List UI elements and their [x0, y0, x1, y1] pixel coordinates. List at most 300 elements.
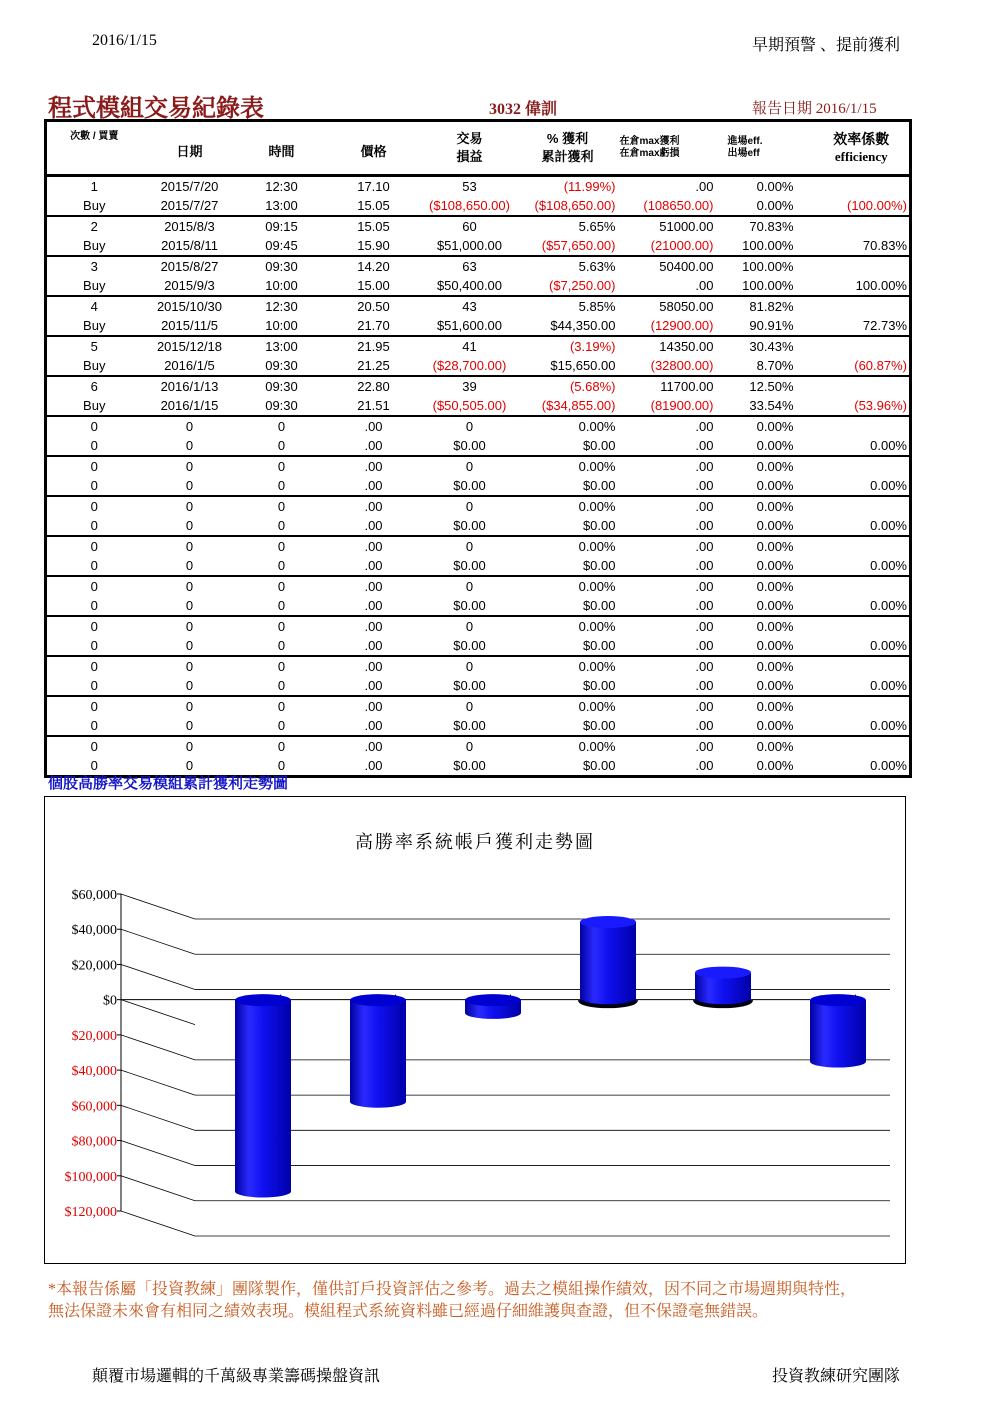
- cell-price: 14.20: [326, 256, 422, 276]
- bar-cap: [810, 994, 866, 1006]
- cell-time: 10:00: [265, 278, 298, 293]
- cell-price: 20.50: [326, 296, 422, 316]
- cell-pnl: 0: [422, 696, 518, 716]
- cell-price: 21.70: [357, 318, 390, 333]
- cell-date: 0: [185, 438, 194, 453]
- cell-max: .00: [618, 496, 716, 516]
- cell-max: (21000.00): [650, 238, 714, 253]
- cell-max: (32800.00): [650, 358, 714, 373]
- cell-date: 0: [142, 736, 238, 756]
- bar-2: [350, 994, 406, 1108]
- cell-pnl: 41: [422, 336, 518, 356]
- cell-pnl: 0: [422, 536, 518, 556]
- cell-eff: 0.00%: [756, 598, 794, 613]
- cell-pct: 0.00%: [518, 536, 618, 556]
- cell-max: .00: [695, 638, 714, 653]
- table-row-exit: [46, 476, 911, 496]
- cell-count: 0: [46, 536, 142, 556]
- cell-time: 0: [277, 678, 286, 693]
- disclaimer-line2: 無法保證未來會有相同之績效表現。模組程式系統資料雖已經過仔細維護與查證，但不保證毫無錯誤。: [48, 1303, 769, 1320]
- cell-date: 0: [185, 518, 194, 533]
- cell-pnl: 53: [422, 176, 518, 197]
- y-tick-label: $80,000: [71, 1134, 117, 1150]
- cell-efficiency: [814, 376, 911, 396]
- cell-max: .00: [618, 456, 716, 476]
- header-pct: [518, 121, 618, 176]
- chart-section-title: 個股高勝率交易模組累計獲利走勢圖: [48, 775, 289, 792]
- depth-line: [121, 1070, 195, 1095]
- cell-eff: 90.91%: [749, 318, 794, 333]
- cell-count: 5: [46, 336, 142, 356]
- cell-time: 0: [277, 518, 286, 533]
- cell-pct: 5.65%: [518, 216, 618, 236]
- bar-cap: [695, 967, 751, 979]
- trade-table-body: [46, 176, 911, 777]
- cell-count: 0: [46, 676, 142, 696]
- cell-max: .00: [618, 656, 716, 676]
- cell-pnl: ($50,505.00): [432, 398, 507, 413]
- cell-efficiency: [814, 336, 911, 356]
- cell-max: .00: [695, 718, 714, 733]
- cell-count: 0: [46, 576, 142, 596]
- cell-time: 0: [277, 598, 286, 613]
- cell-pct: 0.00%: [518, 736, 618, 756]
- cell-efficiency: [814, 456, 911, 476]
- cell-count: 1: [46, 176, 142, 197]
- cell-pct: $0.00: [582, 718, 616, 733]
- cell-price: .00: [326, 696, 422, 716]
- bar-cap: [580, 916, 636, 928]
- y-tick-label: $20,000: [71, 958, 117, 974]
- cell-time: 0: [277, 478, 286, 493]
- cell-pct: (5.68%): [518, 376, 618, 396]
- cell-date: 2015/12/18: [142, 336, 238, 356]
- cell-eff: 0.00%: [716, 496, 814, 516]
- cell-efficiency: 0.00%: [814, 676, 911, 696]
- cell-eff: 100.00%: [742, 278, 794, 293]
- table-row-entry: [46, 376, 911, 396]
- cell-time: 0: [238, 696, 326, 716]
- cell-date: 0: [142, 576, 238, 596]
- header-slogan: 早期預警 、提前獲利: [751, 37, 900, 54]
- table-row-exit: [46, 316, 911, 336]
- cell-date: 2016/1/13: [142, 376, 238, 396]
- cell-date: 0: [142, 496, 238, 516]
- cell-eff: 100.00%: [716, 256, 814, 276]
- cell-max: .00: [695, 558, 714, 573]
- cell-count: 3: [46, 256, 142, 276]
- cell-pnl: ($108,650.00): [429, 198, 510, 213]
- cell-max: .00: [695, 678, 714, 693]
- cell-efficiency: [814, 416, 911, 436]
- cell-price: 15.00: [357, 278, 390, 293]
- cell-pnl: $0.00: [453, 478, 486, 493]
- cell-price: .00: [326, 496, 422, 516]
- cell-pct: ($108,650.00): [534, 198, 616, 213]
- cell-price: .00: [326, 416, 422, 436]
- cell-pct: 5.63%: [518, 256, 618, 276]
- cell-date: 2015/7/20: [142, 176, 238, 197]
- cell-efficiency: 0.00%: [814, 596, 911, 616]
- cell-pct: $15,650.00: [550, 358, 616, 373]
- y-tick-label: $0: [103, 993, 117, 1009]
- cell-time: 0: [238, 736, 326, 756]
- cell-date: 2016/1/5: [164, 358, 215, 373]
- cell-pnl: 0: [422, 616, 518, 636]
- cell-count: 0: [46, 616, 142, 636]
- bar-body: [810, 1000, 866, 1067]
- bar-cap: [350, 994, 406, 1006]
- depth-line: [121, 1035, 195, 1060]
- cell-eff: 30.43%: [716, 336, 814, 356]
- cell-max: 51000.00: [618, 216, 716, 236]
- cell-pct: 0.00%: [518, 456, 618, 476]
- cell-efficiency: [814, 736, 911, 756]
- cell-max: .00: [618, 696, 716, 716]
- bar-6: [810, 994, 866, 1067]
- table-row-exit: [46, 436, 911, 456]
- cell-eff: 70.83%: [716, 216, 814, 236]
- cell-time: 0: [238, 416, 326, 436]
- cell-price: .00: [364, 678, 383, 693]
- cell-efficiency: (60.87%): [814, 356, 911, 376]
- cell-eff: 8.70%: [756, 358, 794, 373]
- cell-pnl: $0.00: [453, 518, 486, 533]
- header-max: [618, 121, 716, 176]
- cell-date: 0: [185, 638, 194, 653]
- cell-pnl: 63: [422, 256, 518, 276]
- cell-efficiency: 0.00%: [814, 556, 911, 576]
- cell-efficiency: 0.00%: [814, 476, 911, 496]
- trade-table: [44, 119, 912, 778]
- cell-max: .00: [618, 736, 716, 756]
- cell-price: .00: [326, 576, 422, 596]
- cell-count: Buy: [46, 396, 142, 416]
- cell-eff: 0.00%: [756, 638, 794, 653]
- cell-date: 0: [185, 558, 194, 573]
- cell-max: .00: [695, 438, 714, 453]
- cell-pct: $0.00: [582, 638, 616, 653]
- cell-price: 22.80: [326, 376, 422, 396]
- cell-pnl: $0.00: [453, 638, 486, 653]
- cell-price: 15.05: [326, 216, 422, 236]
- cell-eff: 0.00%: [756, 198, 794, 213]
- cell-price: .00: [326, 536, 422, 556]
- cell-count: 0: [46, 556, 142, 576]
- header-pnl: [422, 121, 518, 176]
- cell-eff: 0.00%: [756, 518, 794, 533]
- cell-date: 2016/1/15: [160, 398, 219, 413]
- cell-pct: $0.00: [582, 558, 616, 573]
- y-tick-label: $100,000: [64, 1169, 117, 1185]
- cell-count: 4: [46, 296, 142, 316]
- cell-pnl: 0: [422, 656, 518, 676]
- cell-pct: 0.00%: [518, 576, 618, 596]
- cell-pct: (3.19%): [518, 336, 618, 356]
- report-title: 程式模組交易紀錄表: [48, 96, 264, 122]
- header-max-line2: 在倉max虧損: [619, 148, 680, 159]
- footer-tagline: 顛覆市場邏輯的千萬級專業籌碼操盤資訊: [92, 1368, 381, 1385]
- cell-efficiency: (100.00%): [814, 196, 911, 216]
- cell-eff: 0.00%: [716, 696, 814, 716]
- cell-max: .00: [618, 756, 716, 777]
- header-efficiency: [814, 121, 911, 176]
- cell-max: 50400.00: [618, 256, 716, 276]
- cell-time: 0: [277, 558, 286, 573]
- cell-count: 0: [46, 756, 142, 777]
- cell-pct: $0.00: [582, 518, 616, 533]
- table-row-exit: [46, 636, 911, 656]
- depth-line: [121, 1000, 195, 1025]
- cell-eff: 100.00%: [742, 238, 794, 253]
- cell-price: .00: [364, 478, 383, 493]
- cell-count: 0: [46, 696, 142, 716]
- cell-pnl: 0: [422, 456, 518, 476]
- cell-date: 0: [185, 718, 194, 733]
- cell-price: .00: [326, 756, 422, 777]
- cell-efficiency: 0.00%: [814, 716, 911, 736]
- header-max-line1: 在倉max獲利: [619, 136, 680, 147]
- y-tick-label: $60,000: [71, 1099, 117, 1115]
- cell-date: 0: [142, 656, 238, 676]
- cell-time: 0: [238, 536, 326, 556]
- cell-max: (12900.00): [650, 318, 714, 333]
- table-row-exit: [46, 556, 911, 576]
- cell-efficiency: 70.83%: [814, 236, 911, 256]
- cell-eff: 0.00%: [716, 416, 814, 436]
- cell-date: 0: [142, 456, 238, 476]
- cell-efficiency: 72.73%: [814, 316, 911, 336]
- y-tick-label: $40,000: [71, 923, 117, 939]
- cell-date: 2015/8/3: [142, 216, 238, 236]
- table-row-exit: [46, 516, 911, 536]
- header-date: 日期: [142, 121, 238, 176]
- cell-date: 2015/8/11: [161, 238, 218, 253]
- cell-pct: (11.99%): [518, 176, 618, 197]
- cell-pnl: 43: [422, 296, 518, 316]
- table-row-entry: [46, 416, 911, 436]
- cell-eff: 81.82%: [716, 296, 814, 316]
- cell-efficiency: 0.00%: [814, 436, 911, 456]
- cell-count: Buy: [46, 276, 142, 296]
- cell-pct: $0.00: [582, 478, 616, 493]
- cell-count: 0: [46, 516, 142, 536]
- cell-efficiency: [814, 256, 911, 276]
- cell-count: Buy: [46, 356, 142, 376]
- table-row-entry: [46, 696, 911, 716]
- cell-time: 12:30: [238, 296, 326, 316]
- cell-pct: $44,350.00: [550, 318, 616, 333]
- cell-time: 0: [238, 756, 326, 777]
- cell-count: 0: [46, 636, 142, 656]
- cell-max: .00: [618, 536, 716, 556]
- table-row-exit: [46, 276, 911, 296]
- chart-title: 高勝率系統帳戶獲利走勢圖: [355, 832, 595, 853]
- cell-date: 2015/11/5: [161, 318, 218, 333]
- cell-date: 0: [185, 678, 194, 693]
- cell-pnl: $0.00: [422, 756, 518, 777]
- header-pct-line2: 累計獲利: [541, 149, 594, 164]
- cell-eff: 0.00%: [716, 456, 814, 476]
- header-pnl-line1: 交易: [456, 131, 483, 146]
- cell-count: Buy: [46, 316, 142, 336]
- cell-date: 0: [142, 696, 238, 716]
- cell-date: 2015/7/27: [160, 198, 219, 213]
- cell-date: 2015/9/3: [164, 278, 215, 293]
- cell-pct: 0.00%: [518, 496, 618, 516]
- cell-eff: 33.54%: [749, 398, 794, 413]
- cell-count: 0: [46, 476, 142, 496]
- cell-time: 09:30: [238, 376, 326, 396]
- table-row-exit: [46, 596, 911, 616]
- cell-pnl: $0.00: [453, 678, 486, 693]
- cell-price: 21.25: [357, 358, 390, 373]
- table-row-entry: [46, 456, 911, 476]
- table-row-entry: [46, 496, 911, 516]
- cell-count: 0: [46, 436, 142, 456]
- cell-max: .00: [618, 616, 716, 636]
- footer-team: 投資教練研究團隊: [771, 1368, 900, 1385]
- depth-line: [121, 1141, 195, 1166]
- header-date: 2016/1/15: [92, 32, 157, 49]
- cell-eff: 0.00%: [716, 176, 814, 197]
- cell-max: .00: [618, 576, 716, 596]
- cell-date: 0: [185, 478, 194, 493]
- cell-time: 09:30: [265, 398, 298, 413]
- bar-5: [695, 967, 751, 1007]
- cell-date: 0: [142, 756, 238, 777]
- cell-date: 0: [142, 536, 238, 556]
- cell-count: 0: [46, 416, 142, 436]
- table-row-exit: [46, 356, 911, 376]
- y-tick-label: $60,000: [71, 888, 117, 903]
- cell-efficiency: [814, 176, 911, 197]
- cell-count: 2: [46, 216, 142, 236]
- cell-price: .00: [364, 718, 383, 733]
- table-row-entry: [46, 736, 911, 756]
- header-time: 時間: [238, 121, 326, 176]
- bar-body: [235, 1000, 291, 1197]
- depth-line: [121, 1211, 195, 1236]
- cell-efficiency: [814, 576, 911, 596]
- bar-1: [235, 994, 291, 1197]
- cell-pct: $0.00: [518, 756, 618, 777]
- cell-eff: 0.00%: [756, 438, 794, 453]
- table-row-entry: [46, 536, 911, 556]
- cell-pnl: 0: [422, 576, 518, 596]
- header-pnl-line2: 損益: [456, 149, 483, 164]
- depth-line: [121, 1176, 195, 1201]
- cell-time: 10:00: [265, 318, 298, 333]
- cell-pnl: $0.00: [453, 558, 486, 573]
- disclaimer-line1: *本報告係屬「投資教練」團隊製作，僅供訂戶投資評估之參考。過去之模組操作績效，因不同之市場週期與特性，: [48, 1281, 857, 1298]
- cell-max: .00: [618, 416, 716, 436]
- cell-pnl: ($28,700.00): [432, 358, 507, 373]
- cell-pct: $0.00: [582, 438, 616, 453]
- cell-time: 13:00: [238, 336, 326, 356]
- cell-time: 0: [238, 576, 326, 596]
- cell-price: .00: [326, 616, 422, 636]
- header-pct-line1: % 獲利: [546, 131, 589, 146]
- cell-count: 0: [46, 716, 142, 736]
- cell-pnl: 0: [422, 496, 518, 516]
- table-row-entry: [46, 336, 911, 356]
- cell-price: .00: [326, 456, 422, 476]
- header-price: 價格: [326, 121, 422, 176]
- cell-time: 0: [238, 496, 326, 516]
- cell-price: .00: [326, 656, 422, 676]
- cell-count: Buy: [46, 196, 142, 216]
- cell-pct: 0.00%: [518, 616, 618, 636]
- header-eff: [716, 121, 814, 176]
- cell-efficiency: [814, 536, 911, 556]
- table-row-entry: [46, 656, 911, 676]
- table-row-entry: [46, 256, 911, 276]
- cell-eff: 0.00%: [756, 718, 794, 733]
- cell-max: .00: [695, 518, 714, 533]
- y-tick-label: $20,000: [71, 1028, 117, 1044]
- cell-max: (108650.00): [643, 198, 714, 213]
- cell-eff: 0.00%: [716, 616, 814, 636]
- cell-eff: 0.00%: [756, 478, 794, 493]
- cell-efficiency: [814, 696, 911, 716]
- bar-4: [580, 916, 636, 1006]
- cell-pnl: $0.00: [453, 598, 486, 613]
- cell-pct: $0.00: [582, 598, 616, 613]
- cell-time: 13:00: [265, 198, 298, 213]
- profit-chart: [45, 797, 905, 1263]
- header-efficiency-line2: efficiency: [834, 149, 888, 164]
- cell-eff: 0.00%: [716, 576, 814, 596]
- cell-date: 2015/10/30: [142, 296, 238, 316]
- cell-count: Buy: [46, 236, 142, 256]
- depth-line: [121, 929, 195, 954]
- cell-efficiency: [814, 296, 911, 316]
- cell-max: .00: [695, 478, 714, 493]
- cell-pct: ($34,855.00): [541, 398, 616, 413]
- cell-pnl: $0.00: [453, 718, 486, 733]
- table-row-exit: [46, 236, 911, 256]
- cell-pct: 5.85%: [518, 296, 618, 316]
- cell-time: 0: [277, 638, 286, 653]
- cell-price: .00: [364, 638, 383, 653]
- cell-price: 15.05: [357, 198, 390, 213]
- cell-eff: 0.00%: [716, 736, 814, 756]
- cell-date: 0: [142, 616, 238, 636]
- bar-body: [580, 922, 636, 1006]
- y-tick-label: $40,000: [71, 1064, 117, 1080]
- cell-time: 0: [238, 456, 326, 476]
- bar-body: [350, 1000, 406, 1108]
- table-row-exit: [46, 196, 911, 216]
- cell-max: .00: [618, 176, 716, 197]
- cell-price: 21.51: [357, 398, 390, 413]
- cell-eff: 0.00%: [716, 536, 814, 556]
- cell-time: 09:30: [238, 256, 326, 276]
- depth-line: [121, 894, 195, 919]
- cell-time: 09:45: [265, 238, 298, 253]
- cell-price: 17.10: [326, 176, 422, 197]
- cell-efficiency: (53.96%): [814, 396, 911, 416]
- cell-max: 58050.00: [618, 296, 716, 316]
- cell-count: 0: [46, 656, 142, 676]
- cell-pnl: $50,400.00: [436, 278, 503, 293]
- header-eff-line1: 進場eff.: [727, 136, 763, 147]
- cell-price: 21.95: [326, 336, 422, 356]
- cell-price: .00: [364, 518, 383, 533]
- cell-time: 12:30: [238, 176, 326, 197]
- table-row-entry: [46, 176, 911, 197]
